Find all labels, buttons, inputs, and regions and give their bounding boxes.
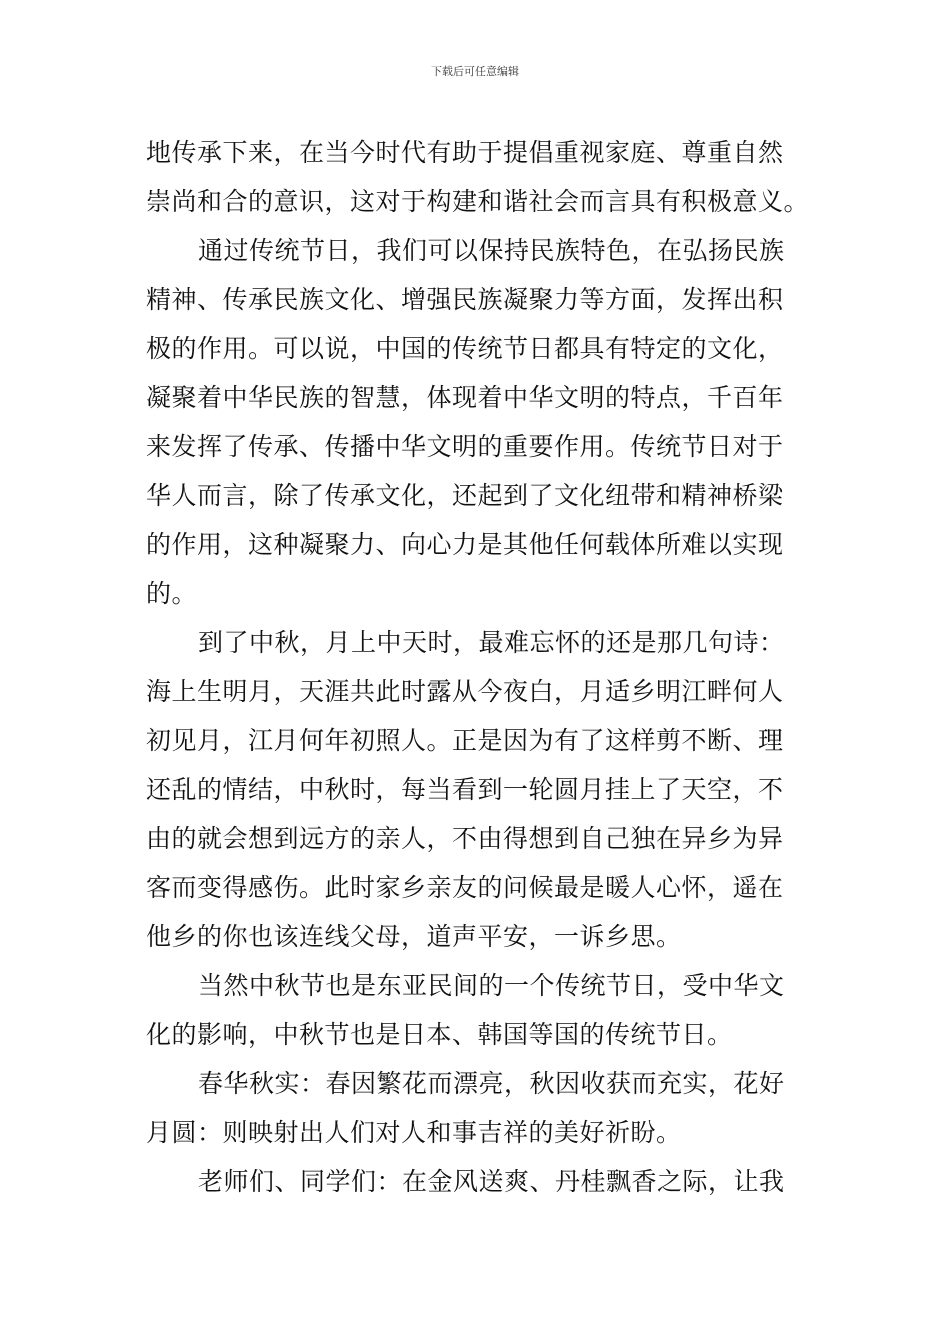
text-line: 崇尚和合的意识，这对于构建和谐社会而言具有积极意义。 <box>146 187 810 216</box>
text-line: 客而变得感伤。此时家乡亲友的问候最是暖人心怀，遥在 <box>146 873 784 902</box>
text-line: 当然中秋节也是东亚民间的一个传统节日，受中华文 <box>198 971 785 1000</box>
text-line: 春华秋实：春因繁花而漂亮，秋因收获而充实，花好 <box>198 1069 785 1098</box>
text-line: 还乱的情结，中秋时，每当看到一轮圆月挂上了天空，不 <box>146 775 784 804</box>
text-line: 的作用，这种凝聚力、向心力是其他任何载体所难以实现 <box>146 530 784 559</box>
text-line: 地传承下来，在当今时代有助于提倡重视家庭、尊重自然 <box>146 138 784 167</box>
text-line: 来发挥了传承、传播中华文明的重要作用。传统节日对于 <box>146 432 784 461</box>
text-line: 初见月，江月何年初照人。正是因为有了这样剪不断、理 <box>146 726 784 755</box>
document-body <box>146 128 808 1206</box>
text-line: 极的作用。可以说，中国的传统节日都具有特定的文化， <box>146 334 784 363</box>
text-line: 通过传统节日，我们可以保持民族特色，在弘扬民族 <box>198 236 785 265</box>
text-line: 由的就会想到远方的亲人，不由得想到自己独在异乡为异 <box>146 824 784 853</box>
page-header: 下载后可任意编辑 <box>431 65 519 78</box>
text-line: 的。 <box>146 579 198 608</box>
text-line: 精神、传承民族文化、增强民族凝聚力等方面，发挥出积 <box>146 285 784 314</box>
text-line: 华人而言，除了传承文化，还起到了文化纽带和精神桥梁 <box>146 481 784 510</box>
text-line: 海上生明月，天涯共此时露从今夜白，月适乡明江畔何人 <box>146 677 784 706</box>
text-line: 他乡的你也该连线父母，道声平安，一诉乡思。 <box>146 922 682 951</box>
text-line: 月圆：则映射出人们对人和事吉祥的美好祈盼。 <box>146 1118 682 1147</box>
text-line: 老师们、同学们：在金风送爽、丹桂飘香之际，让我 <box>198 1167 785 1196</box>
text-line: 到了中秋，月上中天时，最难忘怀的还是那几句诗： <box>198 628 785 657</box>
text-line: 化的影响，中秋节也是日本、韩国等国的传统节日。 <box>146 1020 733 1049</box>
text-line: 凝聚着中华民族的智慧，体现着中华文明的特点，千百年 <box>146 383 784 412</box>
